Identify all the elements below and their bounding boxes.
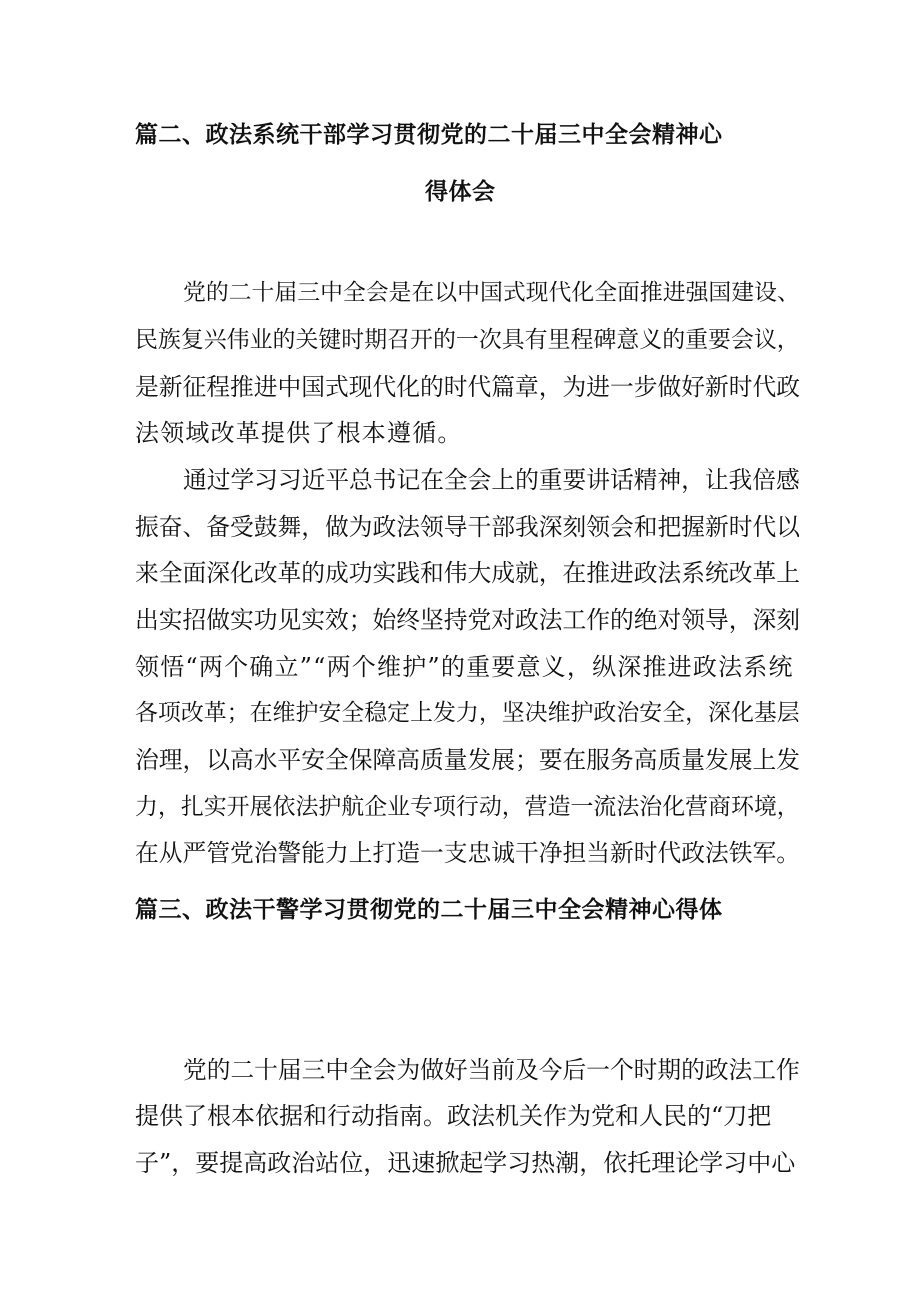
section3-title: 篇三、政法干警学习贯彻党的二十届三中全会精神心得体 (135, 896, 723, 923)
section2-para2-line: 领悟“两个确立”“两个维护”的重要意义，纵深推进政法系统 (135, 653, 794, 681)
section2-para1-line: 法领域改革提供了根本遵循。 (135, 419, 463, 447)
section2-para1-line: 党的二十届三中全会是在以中国式现代化全面推进强国建设、 (183, 280, 800, 306)
section2-para2-line: 各项改革；在维护安全稳定上发力，坚决维护政治安全，深化基层 (135, 700, 800, 726)
section3-para1-line: 提供了根本依据和行动指南。政法机关作为党和人民的“刀把 (135, 1102, 772, 1130)
section2-para2-line: 治理，以高水平安全保障高质量发展；要在服务高质量发展上发 (135, 746, 801, 774)
section2-para2-line: 在从严管党治警能力上打造一支忠诚干净担当新时代政法铁军。 (135, 839, 801, 867)
section3-para1-line: 子”，要提高政治站位，迅速掀起学习热潮，依托理论学习中心 (135, 1149, 796, 1177)
section3-para1-line: 党的二十届三中全会为做好当前及今后一个时期的政法工作 (183, 1056, 800, 1084)
section2-para2-line: 来全面深化改革的成功实践和伟大成就，在推进政法系统改革上 (135, 559, 801, 587)
section2-para1-line: 民族复兴伟业的关键时期召开的一次具有里程碑意义的重要会议， (135, 327, 800, 353)
section2-title-line2: 得体会 (425, 178, 496, 205)
section2-para2-line: 出实招做实功见实效；始终坚持党对政法工作的绝对领导，深刻 (135, 606, 801, 634)
section2-title-line1: 篇二、政法系统干部学习贯彻党的二十届三中全会精神心 (135, 121, 723, 148)
section2-para1-line: 是新征程推进中国式现代化的时代篇章，为进一步做好新时代政 (135, 373, 801, 401)
section2-para2-line: 力，扎实开展依法护航企业专项行动，营造一流法治化营商环境， (135, 794, 800, 820)
section2-para2-line: 通过学习习近平总书记在全会上的重要讲话精神，让我倍感 (183, 466, 800, 494)
section2-para2-line: 振奋、备受鼓舞，做为政法领导干部我深刻领会和把握新时代以 (135, 513, 801, 541)
